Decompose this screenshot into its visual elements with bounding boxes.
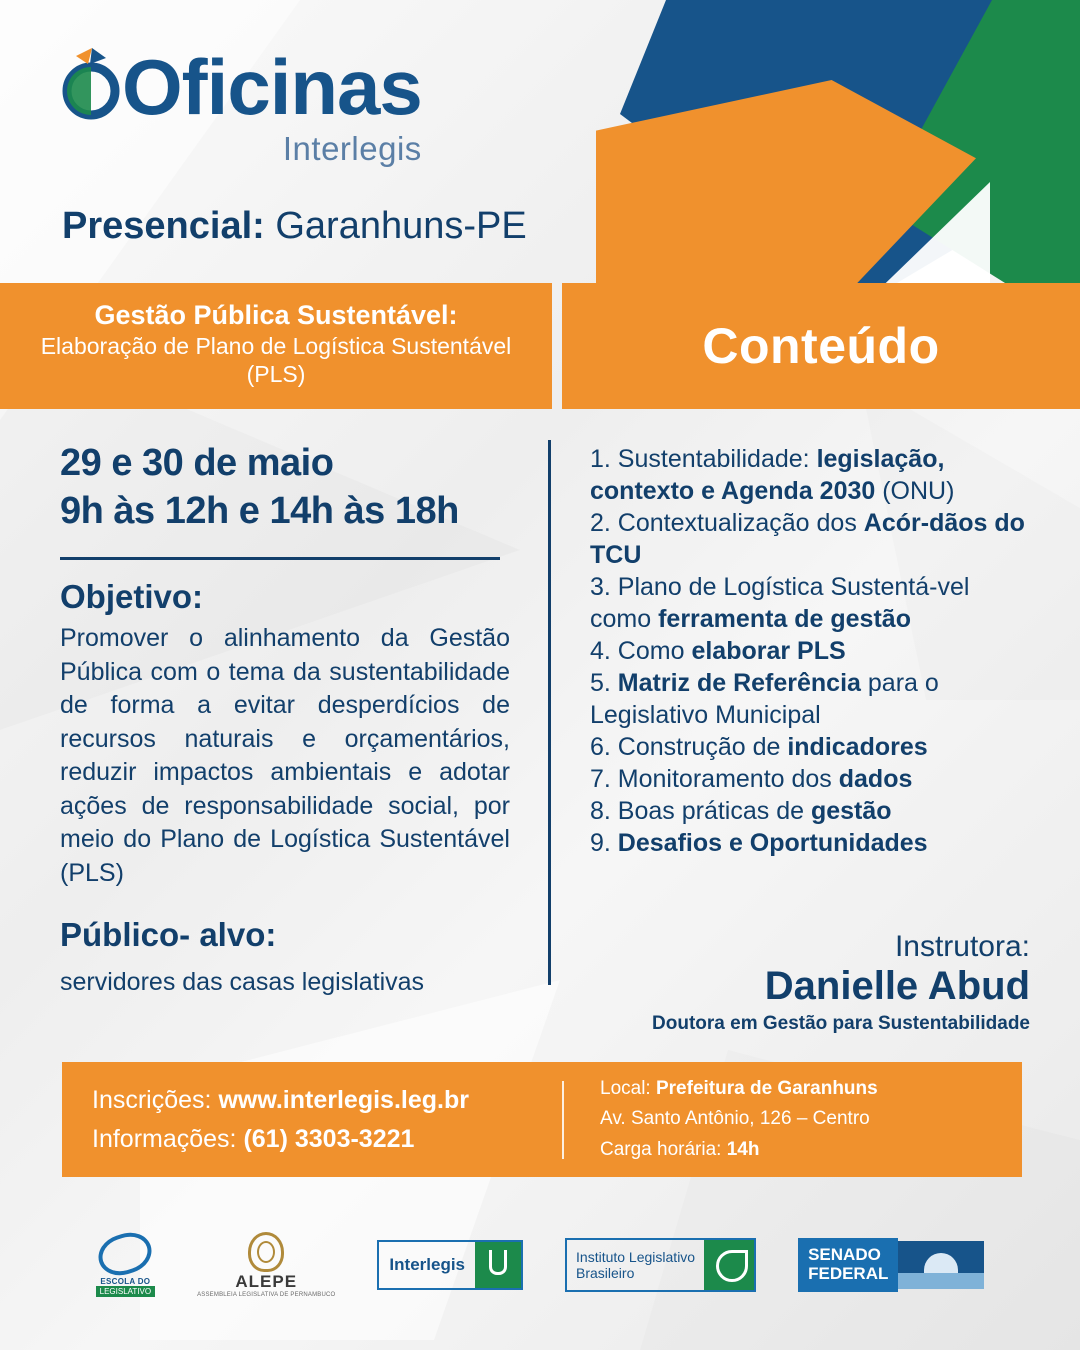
list-item bbox=[590, 827, 1030, 859]
oficinas-o-icon bbox=[62, 46, 120, 124]
item-pre: Sustentabilidade: bbox=[617, 445, 817, 473]
list-item bbox=[590, 731, 1030, 763]
presencial-city: Garanhuns-PE bbox=[264, 205, 527, 247]
interlegis-logo-text: Interlegis bbox=[389, 1255, 466, 1274]
info-phone: (61) 3303-3221 bbox=[243, 1124, 415, 1153]
item-bold: dados bbox=[838, 765, 913, 793]
ilb-mark-icon bbox=[704, 1240, 754, 1290]
divider-horizontal bbox=[60, 557, 500, 560]
registration-label: Inscrições: bbox=[92, 1085, 219, 1114]
info-left bbox=[62, 1081, 562, 1159]
presencial-label: Presencial: bbox=[62, 205, 265, 247]
item-number: 3. bbox=[590, 573, 618, 601]
item-bold: Desafios e Oportunidades bbox=[617, 829, 928, 857]
audience-text: servidores das casas legislativas bbox=[60, 968, 425, 996]
list-item bbox=[590, 571, 1030, 635]
senado-line-2: FEDERAL bbox=[808, 1264, 889, 1283]
item-pre: Plano de Logística Sustentá-vel como bbox=[590, 573, 970, 633]
address-line: Av. Santo Antônio, 126 – Centro bbox=[600, 1108, 870, 1130]
info-bar bbox=[62, 1062, 1022, 1177]
oficinas-logo bbox=[62, 42, 422, 168]
registration-url[interactable]: www.interlegis.leg.br bbox=[218, 1085, 469, 1114]
interlegis-logo bbox=[377, 1240, 523, 1290]
date-line-2: 9h às 12h e 14h às 18h bbox=[60, 489, 459, 532]
item-number: 5. bbox=[590, 669, 618, 697]
escola-ring-icon bbox=[93, 1226, 157, 1281]
alepe-name: ALEPE bbox=[235, 1272, 298, 1291]
footer-logos bbox=[0, 1215, 1080, 1315]
escola-line-2: LEGISLATIVO bbox=[96, 1286, 155, 1297]
interlegis-subtitle: Interlegis bbox=[282, 130, 422, 167]
objective-text: Promover o alinhamento da Gestão Pública com o tema da sustentabilidade de forma a evitar desperdícios de recursos naturais e orçamentários, reduzir impactos ambientais e adotar ações de responsabilidade social, por meio do Plano de Logística Sustentável (PLS) bbox=[60, 624, 510, 887]
item-bold: ferramenta de gestão bbox=[658, 605, 911, 633]
ilb-logo bbox=[565, 1238, 756, 1292]
item-bold: gestão bbox=[810, 797, 892, 825]
item-pre: Como bbox=[617, 637, 692, 665]
audience-heading: Público- alvo: bbox=[60, 916, 277, 953]
item-number: 2. bbox=[590, 509, 618, 537]
place-line bbox=[600, 1074, 878, 1104]
ilb-line-1: Instituto Legislativo bbox=[576, 1248, 696, 1265]
content-heading-band bbox=[562, 283, 1080, 409]
item-number: 8. bbox=[590, 797, 618, 825]
registration-line bbox=[92, 1081, 562, 1120]
list-item bbox=[590, 667, 1030, 731]
interlegis-mark-icon bbox=[475, 1242, 521, 1288]
course-dates bbox=[60, 440, 510, 535]
item-post: para o Legislativo Municipal bbox=[590, 669, 939, 729]
course-subtitle: Elaboração de Plano de Logística Sustentável (PLS) bbox=[40, 332, 512, 387]
item-number: 6. bbox=[590, 733, 618, 761]
workload-line bbox=[600, 1135, 878, 1165]
list-item bbox=[590, 507, 1030, 571]
content-list bbox=[590, 443, 1030, 859]
item-pre: Monitoramento dos bbox=[617, 765, 839, 793]
presencial-line bbox=[62, 205, 527, 248]
workload-label: Carga horária: bbox=[600, 1138, 727, 1160]
ilb-line-2: Brasileiro bbox=[576, 1265, 635, 1281]
instructor-credential: Doutora em Gestão para Sustentabilidade bbox=[652, 1012, 1030, 1034]
info-right bbox=[564, 1074, 878, 1165]
list-item bbox=[590, 443, 1030, 507]
list-item bbox=[590, 795, 1030, 827]
place-value: Prefeitura de Garanhuns bbox=[655, 1077, 878, 1099]
escola-legislativo-logo bbox=[96, 1234, 155, 1297]
senado-federal-logo bbox=[798, 1238, 984, 1291]
course-title-band bbox=[0, 283, 552, 409]
item-bold: Acór-dãos do TCU bbox=[590, 509, 1025, 569]
list-item bbox=[590, 763, 1030, 795]
alepe-subtitle: ASSEMBLEIA LEGISLATIVA DE PERNAMBUCO bbox=[197, 1292, 336, 1298]
course-title: Gestão Pública Sustentável: bbox=[94, 299, 458, 330]
item-bold: legislação, contexto e Agenda 2030 bbox=[590, 445, 945, 505]
item-number: 4. bbox=[590, 637, 618, 665]
item-pre: Boas práticas de bbox=[617, 797, 811, 825]
item-bold: elaborar PLS bbox=[691, 637, 846, 665]
senado-text bbox=[798, 1238, 898, 1291]
item-bold: indicadores bbox=[787, 733, 928, 761]
alepe-crest-icon bbox=[248, 1232, 284, 1272]
instructor-name: Danielle Abud bbox=[764, 964, 1030, 1008]
content-heading: Conteúdo bbox=[702, 318, 940, 374]
senado-building-icon bbox=[898, 1241, 984, 1289]
oficinas-wordmark: Oficinas bbox=[122, 42, 422, 131]
item-number: 1. bbox=[590, 445, 618, 473]
item-number: 9. bbox=[590, 829, 618, 857]
info-line bbox=[92, 1120, 562, 1159]
instructor-label: Instrutora: bbox=[894, 930, 1030, 963]
workload-value: 14h bbox=[726, 1138, 760, 1160]
info-divider bbox=[562, 1081, 564, 1159]
left-column bbox=[60, 440, 510, 997]
item-post: (ONU) bbox=[875, 477, 955, 505]
place-label: Local: bbox=[600, 1077, 656, 1099]
item-bold: Matriz de Referência bbox=[617, 669, 861, 697]
escola-line-1: ESCOLA DO bbox=[100, 1276, 151, 1286]
instructor-block bbox=[590, 930, 1030, 1035]
objective-heading: Objetivo: bbox=[60, 578, 204, 615]
date-line-1: 29 e 30 de maio bbox=[60, 442, 334, 484]
item-pre: Contextualização dos bbox=[617, 509, 864, 537]
senado-line-1: SENADO bbox=[808, 1245, 881, 1265]
ilb-text bbox=[567, 1242, 704, 1288]
info-label: Informações: bbox=[92, 1124, 244, 1153]
item-number: 7. bbox=[590, 765, 618, 793]
divider-vertical bbox=[548, 440, 551, 985]
alepe-logo bbox=[197, 1232, 335, 1298]
item-pre: Construção de bbox=[617, 733, 788, 761]
list-item bbox=[590, 635, 1030, 667]
